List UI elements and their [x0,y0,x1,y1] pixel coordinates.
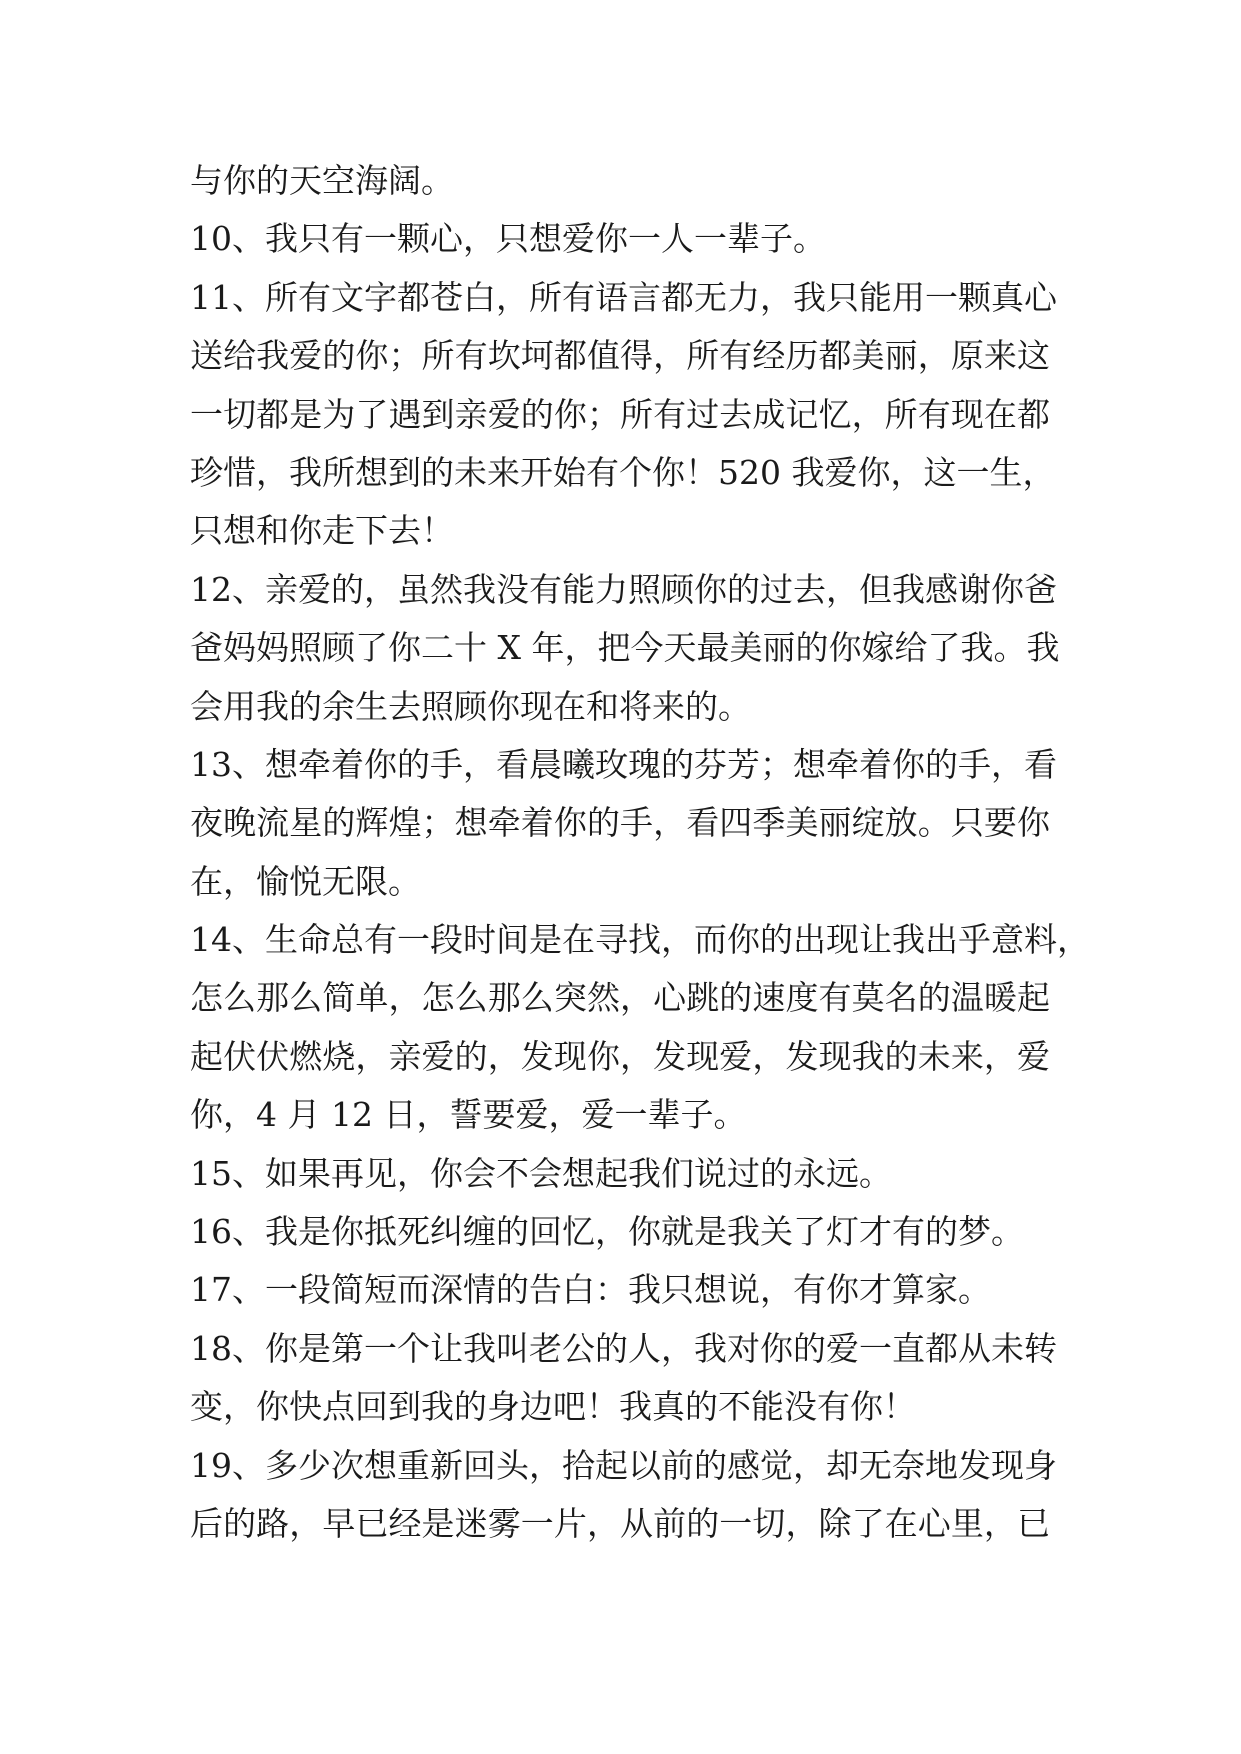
text-line: 10、我只有一颗心，只想爱你一人一辈子。 [190,219,826,259]
text-line: 只想和你走下去！ [190,511,454,551]
text-line: 怎么那么简单，怎么那么突然，心跳的速度有莫名的温暖起 [190,978,1050,1018]
text-line: 一切都是为了遇到亲爱的你；所有过去成记忆，所有现在都 [190,394,1050,434]
text-line: 后的路，早已经是迷雾一片，从前的一切，除了在心里，已 [190,1503,1050,1543]
text-line: 19、多少次想重新回头，拾起以前的感觉，却无奈地发现身 [190,1445,1057,1485]
text-line: 夜晚流星的辉煌；想牵着你的手，看四季美丽绽放。只要你 [190,803,1050,843]
text-line: 变，你快点回到我的身边吧！我真的不能没有你！ [190,1387,916,1427]
text-line: 珍惜，我所想到的未来开始有个你！520 我爱你，这一生， [190,452,1056,492]
text-line: 在，愉悦无限。 [190,861,421,901]
text-line: 18、你是第一个让我叫老公的人，我对你的爱一直都从未转 [190,1328,1057,1368]
text-line: 13、想牵着你的手，看晨曦玫瑰的芬芳；想牵着你的手，看 [190,744,1057,784]
text-line: 16、我是你抵死纠缠的回忆，你就是我关了灯才有的梦。 [190,1212,1024,1252]
text-line: 起伏伏燃烧，亲爱的，发现你，发现爱，发现我的未来，爱 [190,1036,1050,1076]
text-line: 15、如果再见，你会不会想起我们说过的永远。 [190,1153,892,1193]
text-line: 12、亲爱的，虽然我没有能力照顾你的过去，但我感谢你爸 [190,569,1057,609]
text-line: 14、生命总有一段时间是在寻找，而你的出现让我出乎意料， [190,920,1090,960]
text-line: 你，4 月 12 日，誓要爱，爱一辈子。 [190,1095,747,1135]
document-body [190,152,1090,1553]
text-line: 11、所有文字都苍白，所有语言都无力，我只能用一颗真心 [190,277,1057,317]
text-line: 与你的天空海阔。 [190,161,454,200]
text-line: 爸妈妈照顾了你二十 X 年，把今天最美丽的你嫁给了我。我 [190,628,1060,668]
text-line: 17、一段简短而深情的告白：我只想说，有你才算家。 [190,1270,991,1310]
text-line: 会用我的余生去照顾你现在和将来的。 [190,686,751,726]
text-line: 送给我爱的你；所有坎坷都值得，所有经历都美丽，原来这 [190,336,1050,376]
